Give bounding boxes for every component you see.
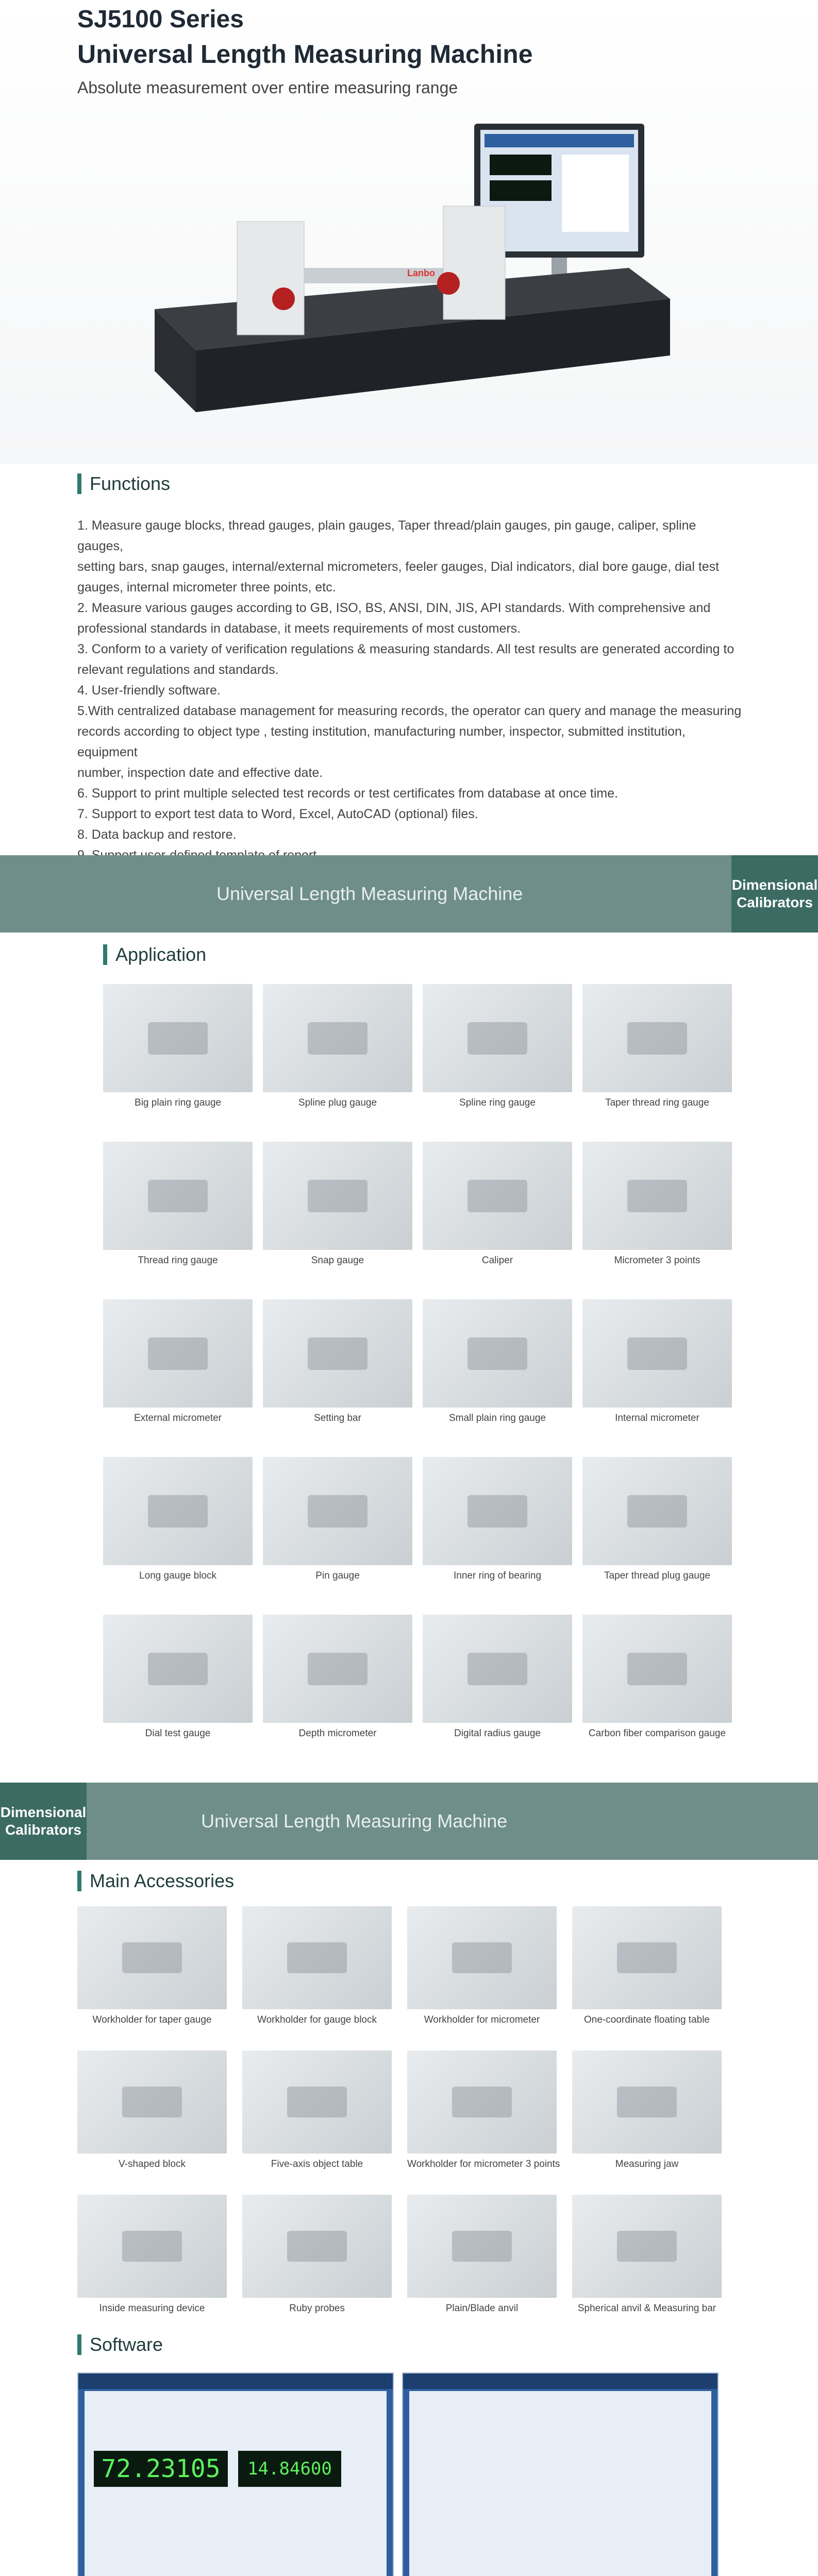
accessory-caption: Spherical anvil & Measuring bar (577, 2303, 716, 2314)
application-photo (103, 1457, 253, 1565)
accessory-caption: Workholder for taper gauge (92, 2014, 212, 2025)
application-caption: Long gauge block (139, 1570, 216, 1581)
accessory-photo (77, 2195, 227, 2298)
application-caption: Pin gauge (315, 1570, 360, 1581)
application-photo (582, 984, 732, 1092)
application-item (103, 1142, 253, 1266)
readout-display: 72.23105 (94, 2451, 228, 2487)
application-caption: Caliper (481, 1255, 513, 1266)
application-photo (582, 1142, 732, 1250)
accessory-photo (572, 1906, 722, 2009)
functions-list (77, 515, 742, 886)
software-screenshot-1 (77, 2372, 394, 2576)
accessory-photo (572, 2050, 722, 2154)
function-item: relevant regulations and standards. (77, 663, 279, 677)
banner-1 (0, 855, 818, 933)
application-item (103, 1457, 253, 1582)
accessory-photo (242, 2195, 392, 2298)
function-item: 1. Measure gauge blocks, thread gauges, plain gauges, Taper thread/plain gauges, pin gauge, caliper, spline gauges, (77, 518, 696, 553)
application-item (103, 984, 253, 1109)
accessory-caption: Five-axis object table (271, 2159, 363, 2170)
readout-display: 14.84600 (238, 2451, 341, 2487)
application-item (263, 1299, 412, 1424)
application-item (582, 1615, 732, 1739)
application-item (423, 1457, 572, 1582)
application-photo (423, 1142, 572, 1250)
accessory-item (407, 1906, 557, 2026)
application-caption: Inner ring of bearing (453, 1570, 542, 1581)
accessory-item (407, 2050, 560, 2170)
accessory-item (572, 1906, 722, 2026)
accessory-item (242, 2050, 392, 2170)
accessory-caption: V-shaped block (119, 2159, 186, 2170)
application-caption: Dial test gauge (145, 1728, 211, 1739)
function-item: 5.With centralized database management for measuring records, the operator can query and manage the measuring (77, 704, 742, 718)
application-caption: Thread ring gauge (138, 1255, 218, 1266)
accessory-photo (77, 2050, 227, 2154)
function-item: 8. Data backup and restore. (77, 827, 237, 842)
application-caption: Digital radius gauge (454, 1728, 541, 1739)
application-caption: External micrometer (134, 1413, 222, 1423)
application-item (103, 1299, 253, 1424)
application-caption: Snap gauge (311, 1255, 364, 1266)
application-caption: Taper thread plug gauge (604, 1570, 710, 1581)
application-heading: Application (103, 944, 206, 965)
accessory-photo (77, 1906, 227, 2009)
application-photo (103, 1299, 253, 1408)
accessory-caption: Plain/Blade anvil (445, 2303, 519, 2314)
application-caption: Depth micrometer (298, 1728, 377, 1739)
accessory-item (77, 2195, 227, 2314)
application-photo (103, 1615, 253, 1723)
function-item: 6. Support to print multiple selected test records or test certificates from database at once time. (77, 786, 619, 801)
machine-brand-label: Lanbo (407, 268, 435, 278)
function-item: 4. User-friendly software. (77, 683, 221, 698)
application-caption: Carbon fiber comparison gauge (588, 1728, 726, 1739)
banner-title: Universal Length Measuring Machine (201, 1810, 508, 1832)
application-item (103, 1615, 253, 1739)
accessory-photo (242, 1906, 392, 2009)
accessory-photo (242, 2050, 392, 2154)
application-photo (263, 1615, 412, 1723)
application-photo (263, 1299, 412, 1408)
accessory-caption: Inside measuring device (99, 2303, 205, 2314)
application-caption: Micrometer 3 points (614, 1255, 700, 1266)
application-item (263, 1615, 412, 1739)
banner-2 (0, 1783, 818, 1860)
accessory-caption: Workholder for micrometer 3 points (407, 2159, 560, 2170)
application-photo (423, 1299, 572, 1408)
application-photo (423, 984, 572, 1092)
accessory-item (572, 2050, 722, 2170)
function-item: 3. Conform to a variety of verification regulations & measuring standards. All test results are generated according to (77, 642, 734, 656)
banner-tag: Dimensional Calibrators (0, 1783, 87, 1860)
software-screenshot-2 (402, 2372, 719, 2576)
accessory-photo (407, 2195, 557, 2298)
application-item (423, 1142, 572, 1266)
application-item (582, 1142, 732, 1266)
application-caption: Spline plug gauge (298, 1097, 377, 1108)
accessory-photo (407, 1906, 557, 2009)
accessory-caption: Ruby probes (289, 2303, 345, 2314)
application-item (263, 984, 412, 1109)
function-item: number, inspection date and effective date. (77, 766, 323, 780)
application-photo (103, 1142, 253, 1250)
application-caption: Internal micrometer (615, 1413, 699, 1423)
application-item (423, 1615, 572, 1739)
accessory-item (242, 2195, 392, 2314)
application-caption: Spline ring gauge (459, 1097, 536, 1108)
application-photo (423, 1615, 572, 1723)
application-photo (582, 1457, 732, 1565)
application-caption: Taper thread ring gauge (605, 1097, 709, 1108)
accessory-item (77, 2050, 227, 2170)
application-photo (423, 1457, 572, 1565)
application-photo (582, 1615, 732, 1723)
hero-section (0, 0, 818, 464)
banner-title: Universal Length Measuring Machine (216, 883, 523, 904)
accessory-caption: One-coordinate floating table (584, 2014, 710, 2025)
function-item: 2. Measure various gauges according to GB, ISO, BS, ANSI, DIN, JIS, API standards. With comprehensive and (77, 601, 711, 615)
function-item: setting bars, snap gauges, internal/external micrometers, feeler gauges, Dial indicators, dial bore gauge, dial test (77, 560, 720, 574)
accessory-item (242, 1906, 392, 2026)
application-caption: Setting bar (314, 1413, 361, 1423)
accessory-item (572, 2195, 722, 2314)
function-item: professional standards in database, it meets requirements of most customers. (77, 621, 521, 636)
application-caption: Small plain ring gauge (448, 1413, 546, 1423)
accessory-item (407, 2195, 557, 2314)
software-heading: Software (77, 2334, 163, 2355)
application-item (423, 1299, 572, 1424)
application-item (263, 1142, 412, 1266)
accessory-caption: Measuring jaw (615, 2159, 679, 2170)
application-item (423, 984, 572, 1109)
application-item (582, 1457, 732, 1582)
accessories-heading: Main Accessories (77, 1870, 234, 1892)
accessory-caption: Workholder for gauge block (257, 2014, 377, 2025)
banner-tag: Dimensional Calibrators (731, 855, 818, 933)
application-photo (263, 1142, 412, 1250)
application-item (582, 1299, 732, 1424)
functions-heading: Functions (77, 473, 170, 495)
accessory-photo (572, 2195, 722, 2298)
application-item (582, 984, 732, 1109)
application-photo (263, 1457, 412, 1565)
application-photo (263, 984, 412, 1092)
application-photo (103, 984, 253, 1092)
function-item: records according to object type , testing institution, manufacturing number, inspector, submitted institution, equipment (77, 724, 686, 759)
accessory-item (77, 1906, 227, 2026)
series-title: SJ5100 Series (77, 6, 244, 33)
accessory-photo (407, 2050, 557, 2154)
application-caption: Big plain ring gauge (135, 1097, 221, 1108)
product-subtitle: Absolute measurement over entire measuring range (77, 78, 458, 97)
function-item: 7. Support to export test data to Word, Excel, AutoCAD (optional) files. (77, 807, 478, 821)
product-title: Universal Length Measuring Machine (77, 40, 533, 69)
function-item: gauges, internal micrometer three points, etc. (77, 580, 336, 595)
application-photo (582, 1299, 732, 1408)
accessory-caption: Workholder for micrometer (424, 2014, 540, 2025)
application-item (263, 1457, 412, 1582)
